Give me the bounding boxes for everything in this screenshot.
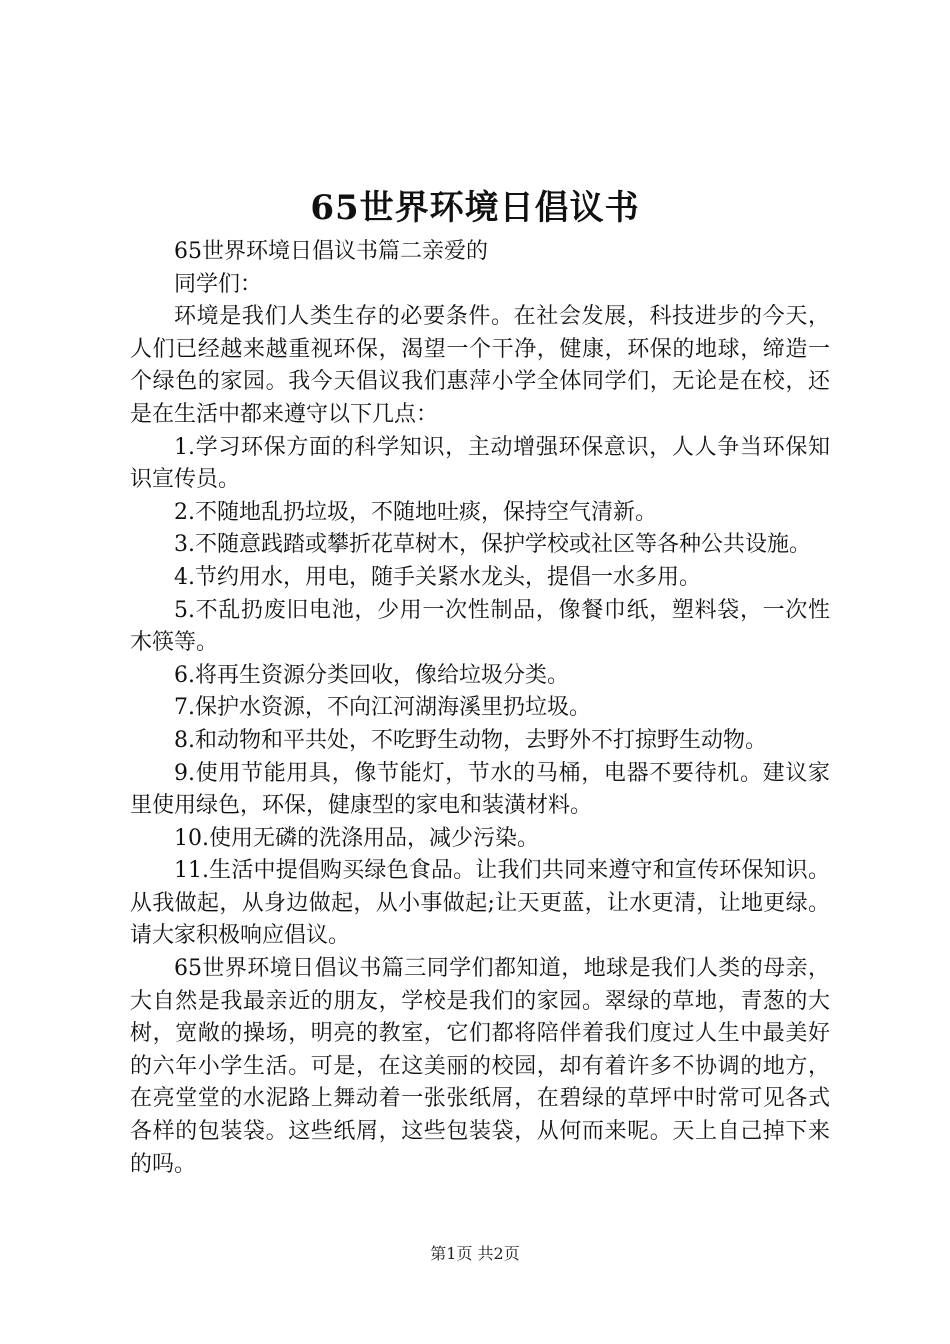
list-item-7: 7.保护水资源，不向江河湖海溪里扔垃圾。 [174, 695, 591, 721]
list-item-6: 6.将再生资源分类回收，像给垃圾分类。 [174, 662, 569, 688]
list-item-9: 9.使用节能用具，像节能灯，节水的马桶，电器不要待机。建议家里使用绿色，环保，健康型的家电和装潢材料。 [130, 760, 830, 819]
paragraph-preface: 环境是我们人类生存的必要条件。在社会发展，科技进步的今天，人们已经越来越重视环保，渴望一个干净，健康，环保的地球，缔造一个绿色的家园。我今天倡议我们惠萍小学全体同学们，无论是在校，还是在生活中都来遵守以下几点： [130, 304, 830, 427]
list-item-11: 11.生活中提倡购买绿色食品。让我们共同来遵守和宣传环保知识。从我做起，从身边做起，从小事做起;让天更蓝，让水更清，让地更绿。请大家积极响应倡议。 [130, 858, 830, 949]
list-item-1: 1.学习环保方面的科学知识，主动增强环保意识，人人争当环保知识宣传员。 [130, 434, 830, 493]
paragraph-intro: 65世界环境日倡议书篇二亲爱的 [174, 239, 488, 264]
list-item-8: 8.和动物和平共处，不吃野生动物，去野外不打掠野生动物。 [174, 727, 767, 753]
paragraph-part-three: 65世界环境日倡议书篇三同学们都知道，地球是我们人类的母亲，大自然是我最亲近的朋友，学校是我们的家园。翠绿的草地，青葱的大树，宽敞的操场，明亮的教室，它们都将陪伴着我们度过人生中最美好的六年小学生活。可是，在这美丽的校园，却有着许多不协调的地方，在亮堂堂的水泥路上舞动着一张张纸屑，在碧绿的草坪中时常可见各式各样的包装袋。这些纸屑，这些包装袋，从何而来呢。天上自己掉下来的吗。 [130, 956, 830, 1177]
page-footer: 第1页 共2页 [430, 1244, 520, 1263]
list-item-10: 10.使用无磷的洗涤用品，减少污染。 [174, 825, 539, 851]
list-item-3: 3.不随意践踏或攀折花草树木，保护学校或社区等各种公共设施。 [174, 532, 811, 558]
list-item-4: 4.节约用水，用电，随手关紧水龙头，提倡一水多用。 [174, 564, 701, 590]
document-body [130, 236, 830, 1181]
list-item-2: 2.不随地乱扔垃圾，不随地吐痰，保持空气清新。 [174, 499, 657, 525]
document-title: 65世界环境日倡议书 [310, 188, 640, 228]
list-item-5: 5.不乱扔废旧电池，少用一次性制品，像餐巾纸，塑料袋，一次性木筷等。 [130, 597, 830, 656]
paragraph-greeting: 同学们： [174, 271, 263, 297]
